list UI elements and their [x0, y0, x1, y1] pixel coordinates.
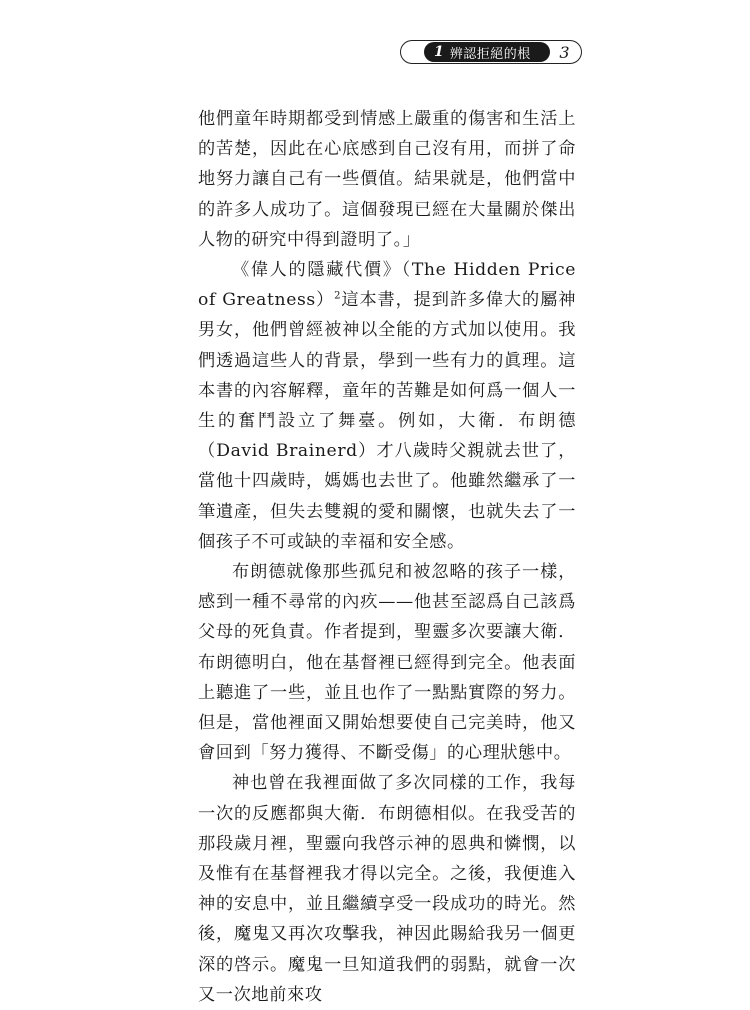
paragraph-1: 他們童年時期都受到情感上嚴重的傷害和生活上的苦楚，因此在心底感到自己沒有用，而拼了命地努力讓自己有一些價值。結果就是，他們當中的許多人成功了。這個發現已經在大量關於傑出人物的研究中得到證明了。」 — [198, 109, 576, 250]
chapter-number: 1 — [434, 44, 444, 60]
paragraph-2-lead: 《偉人的隱藏代價》（The Hidden Price of Greatness） — [198, 260, 576, 311]
page-number-text: 3 — [559, 42, 570, 62]
paragraph-2-rest: 這本書，提到許多偉大的屬神男女，他們曾經被神以全能的方式加以使用。我們透過這些人的背景，學到一些有力的眞理。這本書的內容解釋，童年的苦難是如何爲一個人一生的奮鬥設立了舞臺。例如，大衛．布朗德（David Brainerd）才八歲時父親就去世了，當他十四歲時，媽媽也去世了。他雖然繼承了一筆遺產，但失去雙親的愛和關懷，也就失去了一個孩子不可或缺的幸福和安全感。 — [198, 290, 576, 552]
paragraph-2 — [198, 255, 576, 557]
page-number — [548, 40, 582, 64]
paragraph-3: 布朗德就像那些孤兒和被忽略的孩子一樣，感到一種不尋常的內疚——他甚至認爲自己該爲父母的死負責。作者提到，聖靈多次要讓大衛．布朗德明白，他在基督裡已經得到完全。他表面上聽進了一些，並且也作了一點點實際的努力。但是，當他裡面又開始想要使自己完美時，他又會回到「努力獲得、不斷受傷」的心理狀態中。 — [198, 562, 576, 764]
paragraph-4: 神也曾在我裡面做了多次同樣的工作，我每一次的反應都與大衛．布朗德相似。在我受苦的那段歲月裡，聖靈向我啓示神的恩典和憐憫，以及惟有在基督裡我才得以完全。之後，我便進入神的安息中，並且繼續享受一段成功的時光。然後，魔鬼又再次攻擊我，神因此賜給我另一個更深的啓示。魔鬼一旦知道我們的弱點，就會一次又一次地前來攻 — [198, 773, 576, 1005]
chapter-label — [424, 42, 550, 62]
footnote-ref: 2 — [334, 290, 342, 302]
running-header — [400, 40, 605, 66]
chapter-title: 辨認拒絕的根 — [449, 46, 531, 62]
body-text — [198, 104, 576, 1010]
